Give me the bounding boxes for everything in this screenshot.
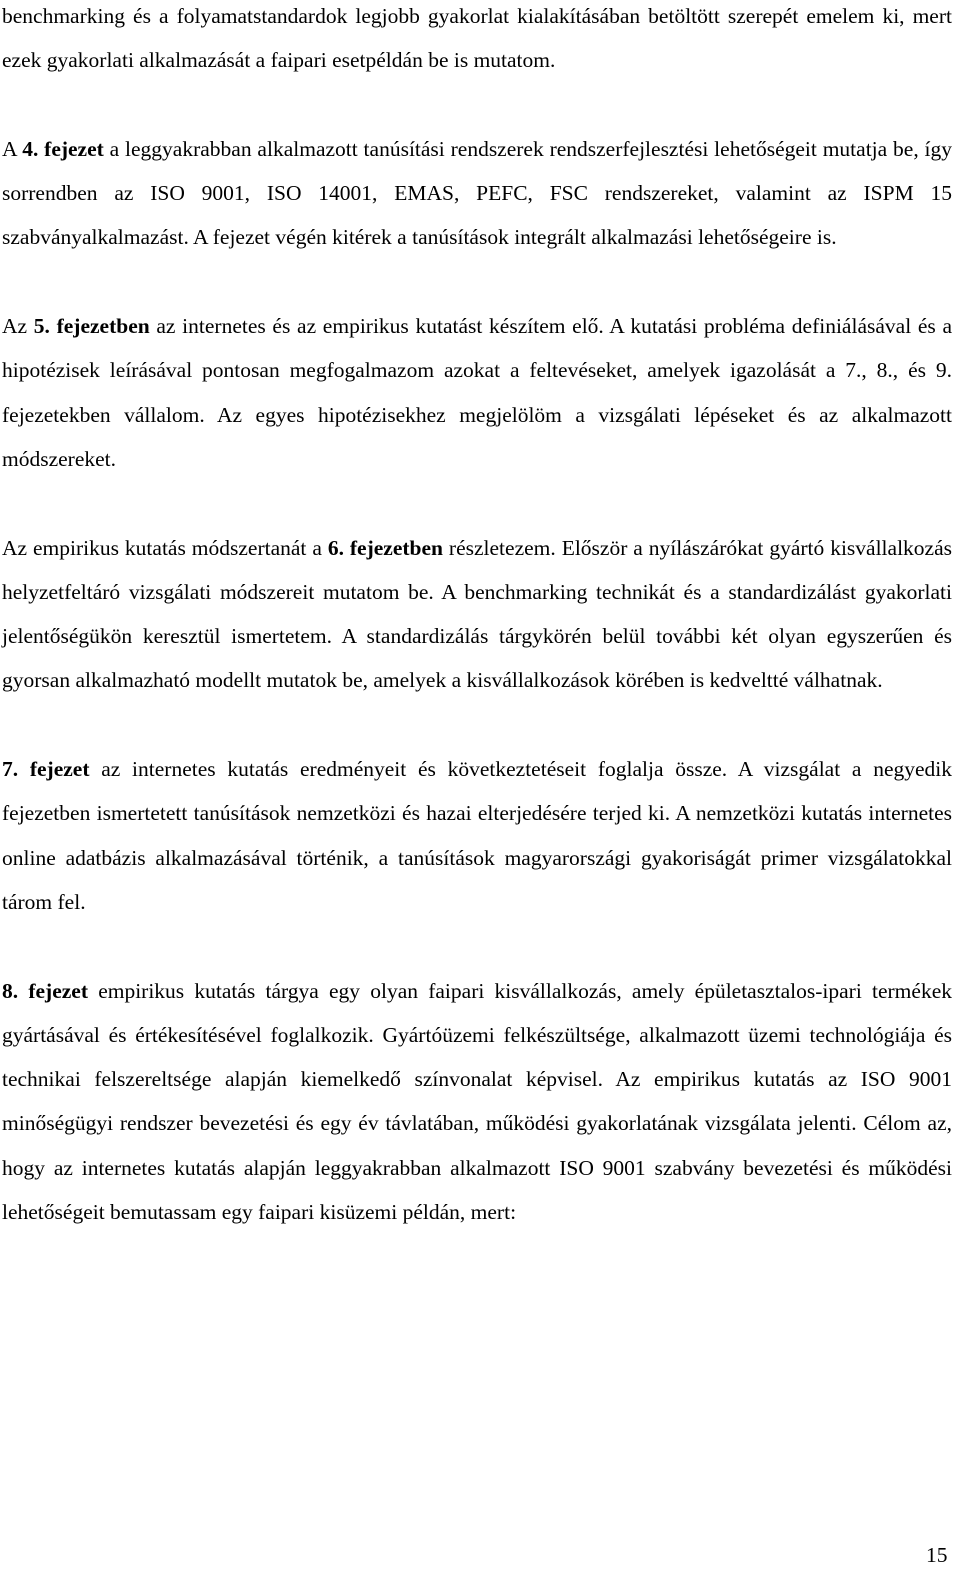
chapter-reference: 5. fejezetben (33, 314, 150, 339)
paragraph-text: részletezem. Először a nyílászárókat gyártó kisvállalkozás helyzetfeltáró vizsgálati módszereit mutatom be. A benchmarking technikát és a standardizálást gyakorlati jelentőségükön keresztül ismertetem. A standardizálás tárgykörén belül további két olyan egyszerűen és gyorsan alkalmazható modellt mutatok be, amelyek a kisvállalkozások körében is kedveltté válhatnak. (2, 535, 952, 693)
document-page (2, 0, 952, 1234)
page-number: 15 (926, 1543, 948, 1567)
chapter-reference: 4. fejezet (22, 136, 104, 161)
paragraph (2, 969, 952, 1235)
paragraph (2, 304, 952, 481)
paragraph-text: az internetes kutatás eredményeit és következtetéseit foglalja össze. A vizsgálat a negyedik fejezetben ismertetett tanúsítások nemzetközi és hazai elterjedésére terjed ki. A nemzetközi kutatás internetes online adatbázis alkalmazásával történik, a tanúsítások magyarországi gyakoriságát primer vizsgálatokkal tárom fel. (2, 757, 952, 914)
chapter-reference: 7. fejezet (2, 757, 90, 782)
paragraph (2, 127, 952, 260)
paragraph-text: empirikus kutatás tárgya egy olyan faipari kisvállalkozás, amely épületasztalos-ipari termékek gyártásával és értékesítésével foglalkozik. Gyártóüzemi felkészültsége, alkalmazott üzemi technológiája és technikai felszereltsége alapján kiemelkedő színvonalat képvisel. Az empirikus kutatás az ISO 9001 minőségügyi rendszer bevezetési és egy év távlatában, működési gyakorlatának vizsgálata jelenti. Célom az, hogy az internetes kutatás alapján leggyakrabban alkalmazott ISO 9001 szabvány bevezetési és működési lehetőségeit bemutassam egy faipari kisüzemi példán, mert: (2, 978, 952, 1225)
paragraph-text: benchmarking és a folyamatstandardok legjobb gyakorlat kialakításában betöltött szerepét emelem ki, mert ezek gyakorlati alkalmazását a faipari esetpéldán be is mutatom. (2, 4, 952, 73)
paragraph (2, 526, 952, 703)
paragraph-text: A (2, 136, 23, 161)
paragraph-text: az internetes és az empirikus kutatást készítem elő. A kutatási probléma definiálásával és a hipotézisek leírásával pontosan megfogalmazom azokat a feltevéseket, amelyek igazolását a 7., 8., és 9. fejezetekben vállalom. Az egyes hipotézisekhez megjelölöm a vizsgálati lépéseket és az alkalmazott módszereket. (2, 314, 952, 471)
paragraph-text: Az (2, 314, 34, 339)
paragraph-text: a leggyakrabban alkalmazott tanúsítási rendszerek rendszerfejlesztési lehetőségeit mutatja be, így sorrendben az ISO 9001, ISO 14001, EMAS, PEFC, FSC rendszereket, valamint az ISPM 15 szabványalkalmazást. A fejezet végén kitérek a tanúsítások integrált alkalmazási lehetőségeire is. (2, 136, 953, 250)
chapter-reference: 6. fejezetben (327, 535, 443, 560)
paragraph-text: Az empirikus kutatás módszertanát a (2, 535, 328, 560)
chapter-reference: 8. fejezet (2, 978, 88, 1003)
paragraph (2, 747, 952, 924)
paragraph (2, 0, 952, 83)
